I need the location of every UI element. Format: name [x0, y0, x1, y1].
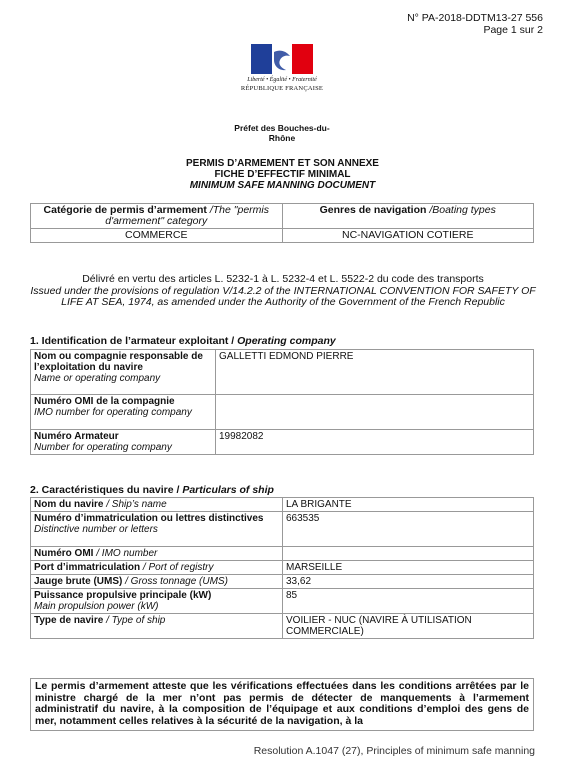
ship-particulars-table: [30, 497, 534, 639]
gross-tonnage-label: [31, 575, 283, 589]
title-line-1: PERMIS D’ARMEMENT ET SON ANNEXE: [186, 158, 379, 169]
title-line-2: FICHE D’EFFECTIF MINIMAL: [214, 169, 351, 180]
row-label-en: / IMO number: [93, 548, 158, 559]
row-label: Port d’immatriculation: [34, 562, 141, 573]
ship-name-label: [31, 498, 283, 512]
table-row: [31, 614, 534, 639]
section-2-heading-en: Particulars of ship: [182, 484, 274, 496]
row-label: Numéro OMI: [34, 548, 94, 559]
boating-type-header: [282, 204, 534, 229]
row-label: Numéro d’immatriculation ou lettres distinctives: [34, 513, 264, 524]
table-row: [31, 350, 534, 395]
operator-number-label: [31, 430, 216, 455]
row-label-en: / Ship’s name: [103, 499, 167, 510]
table-row: [31, 547, 534, 561]
title-line-3: MINIMUM SAFE MANNING DOCUMENT: [189, 180, 376, 191]
port-registry-value: MARSEILLE: [283, 561, 534, 575]
imo-company-label: [31, 395, 216, 430]
table-row: [31, 498, 534, 512]
row-label-en: / Port of registry: [140, 562, 214, 573]
category-label-en: /The "permis d'armement" category: [105, 204, 269, 227]
operator-name-value: GALLETTI EDMOND PIERRE: [216, 350, 534, 395]
operator-number-value: 19982082: [216, 430, 534, 455]
row-label-en: / Gross tonnage (UMS): [122, 576, 228, 587]
operator-name-label: [31, 350, 216, 395]
row-label: Numéro Armateur: [34, 431, 119, 442]
section-1-heading: [30, 335, 336, 347]
document-reference: [407, 12, 543, 36]
prefet-line-1: Préfet des Bouches-du-: [234, 123, 330, 133]
category-label: Catégorie de permis d’armement: [43, 204, 207, 216]
row-label: Type de navire: [34, 615, 104, 626]
motto-text: Liberté • Égalité • Fraternité: [247, 77, 317, 83]
legal-basis: [28, 274, 538, 309]
registration-number-label: [31, 512, 283, 547]
section-2-heading: [30, 484, 274, 496]
row-label: Puissance propulsive principale (kW): [34, 590, 212, 601]
row-label-en: Main propulsion power (kW): [34, 601, 159, 612]
row-label: Numéro OMI de la compagnie: [34, 396, 175, 407]
port-registry-label: [31, 561, 283, 575]
row-label-en: IMO number for operating company: [34, 407, 192, 418]
table-row: [31, 430, 534, 455]
boating-type-label: Genres de navigation: [319, 204, 427, 216]
row-label-en: Name or operating company: [34, 373, 161, 384]
boating-type-label-en: /Boating types: [426, 204, 496, 216]
section-2-heading-fr: 2. Caractéristiques du navire /: [30, 484, 183, 496]
imo-company-value: [216, 395, 534, 430]
imo-number-label: [31, 547, 283, 561]
table-row: [31, 589, 534, 614]
row-label: Nom ou compagnie responsable de l’exploitation du navire: [34, 351, 203, 373]
section-1-heading-en: Operating company: [237, 335, 336, 347]
legal-basis-fr: Délivré en vertu des articles L. 5232-1 à L. 5232-4 et L. 5522-2 du code des transports: [82, 273, 484, 285]
imo-number-value: [283, 547, 534, 561]
table-row: [31, 575, 534, 589]
ship-name-value: LA BRIGANTE: [283, 498, 534, 512]
gross-tonnage-value: 33,62: [283, 575, 534, 589]
prefet-line-2: Rhône: [268, 133, 296, 143]
document-title: [60, 158, 505, 191]
propulsion-power-value: 85: [283, 589, 534, 614]
row-label-en: Distinctive number or letters: [34, 524, 158, 535]
ship-type-value: VOILIER - NUC (NAVIRE À UTILISATION COMMERCIALE): [283, 614, 534, 639]
prefet-title: [182, 123, 382, 143]
republic-name: RÉPUBLIQUE FRANÇAISE: [240, 85, 324, 92]
row-label: Nom du navire: [34, 499, 104, 510]
row-label-en: Number for operating company: [34, 442, 172, 453]
boating-type-value: NC-NAVIGATION COTIERE: [282, 229, 534, 243]
ship-type-label: [31, 614, 283, 639]
category-value: COMMERCE: [31, 229, 283, 243]
notice-paragraph: Le permis d’armement atteste que les vérifications effectuées dans les conditions arrêtées par le ministre chargé de la mer n’ont pas permis de détecter de manquements à l’armement administratif du navire, à la composition de l’équipage et aux conditions d’emploi des gens de mer, notamment celles relatives à la sécurité de la navigation, à la: [30, 678, 534, 731]
row-label-en: / Type of ship: [103, 615, 166, 626]
legal-basis-en: Issued under the provisions of regulation V/14.2.2 of the INTERNATIONAL CONVENTION FOR SAFETY OF LIFE AT SEA, 1974, as amended under the Authority of the Government of the French Republic: [30, 284, 536, 308]
footer-resolution: Resolution A.1047 (27), Principles of minimum safe manning: [253, 745, 535, 757]
operator-table: [30, 349, 534, 455]
propulsion-power-label: [31, 589, 283, 614]
section-1-heading-fr: 1. Identification de l’armateur exploitant /: [30, 335, 238, 347]
table-row: [31, 561, 534, 575]
page-number: Page 1 sur 2: [483, 24, 543, 36]
table-row: [31, 395, 534, 430]
category-table: [30, 203, 534, 243]
row-label: Jauge brute (UMS): [34, 576, 123, 587]
reference-number: N° PA-2018-DDTM13-27 556: [407, 12, 543, 24]
marianne-flag-icon: [251, 44, 313, 74]
republique-logo: [232, 44, 332, 92]
category-header: [31, 204, 283, 229]
registration-number-value: 663535: [283, 512, 534, 547]
table-row: [31, 512, 534, 547]
